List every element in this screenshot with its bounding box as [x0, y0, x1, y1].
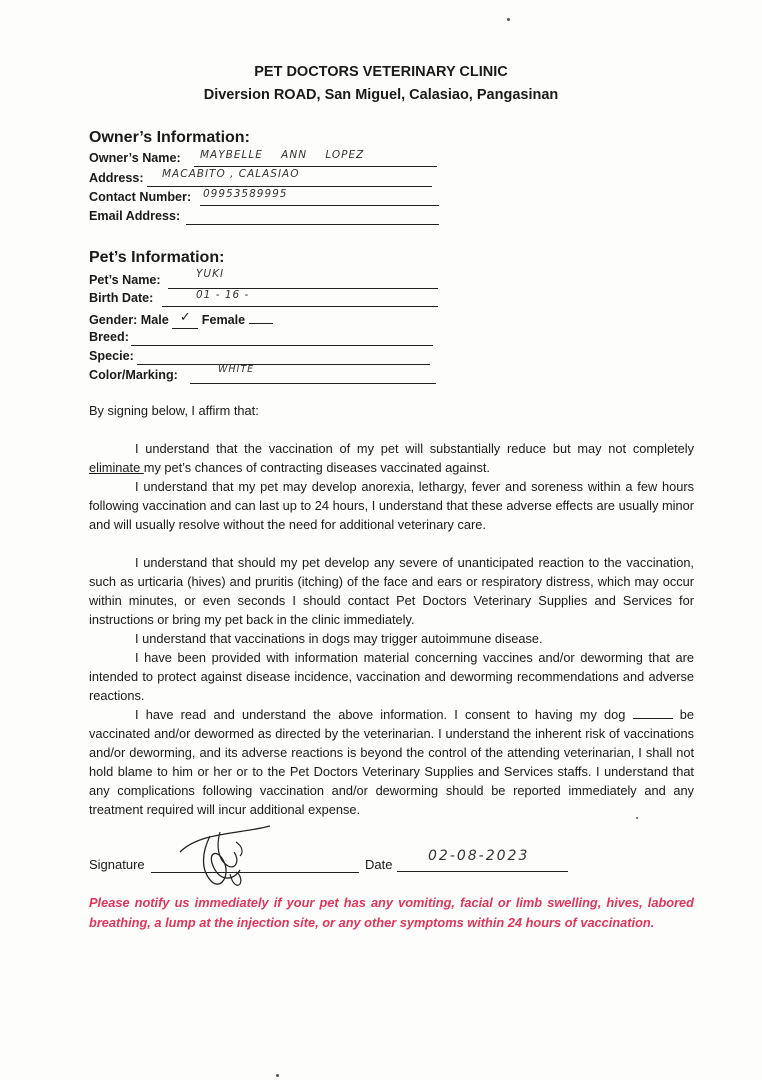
gender-female-label: Female [201, 313, 246, 327]
date-field[interactable] [397, 871, 568, 872]
consent-paragraph-2: I understand that my pet may develop anorexia, lethargy, fever and soreness within a few hours following vaccination and can last up to 24 hours, I understand that these adverse effects are usually minor and will usually resolve without the need for additional veterinary care. [89, 479, 694, 532]
pet-birth-field[interactable] [162, 306, 438, 307]
consent-paragraph-4: I understand that vaccinations in dogs may trigger autoimmune disease. [135, 631, 543, 646]
pet-name-value: YUKI [196, 268, 225, 280]
owner-contact-field[interactable] [200, 205, 439, 206]
dog-name-blank[interactable] [633, 707, 673, 719]
scan-speck [507, 18, 510, 21]
owner-address-label: Address: [89, 171, 144, 185]
pet-breed-label: Breed: [89, 330, 129, 344]
pet-birth-value: 01 - 16 - [196, 289, 250, 301]
owner-address-value: MACABITO , CALASIAO [162, 168, 300, 180]
pet-breed-field[interactable] [131, 345, 433, 346]
pet-birth-label: Birth Date: [89, 291, 154, 305]
gender-male-checkbox[interactable] [172, 309, 198, 329]
gender-female-checkbox[interactable] [249, 311, 273, 324]
date-value: 02-08-2023 [428, 848, 530, 864]
owner-contact-label: Contact Number: [89, 190, 192, 204]
owner-name-label: Owner’s Name: [89, 151, 181, 165]
consent-paragraph-5: I have been provided with information material concerning vaccines and/or deworming that are intended to protect against disease incidence, vaccination and deworming recommendations and adverse reactions. [89, 650, 694, 703]
owner-section-title: Owner’s Information: [89, 129, 250, 146]
checkmark-icon: ✓ [179, 309, 191, 324]
owner-address-field[interactable] [147, 186, 432, 187]
consent-paragraph-6: I have read and understand the above information. I consent to having my dog be vaccinated and/or dewormed as directed by the veterinarian. I understand the inherent risk of vaccinations and/or deworming, and its adverse reactions is beyond the control of the attending veterinarian, I shall not hold blame to him or her or to the Pet Doctors Veterinary Supplies and Services staffs. I understand that any complications following vaccination and/or deworming should be reported immediately and any treatment required will incur additional expense. [89, 707, 694, 817]
gender-male-label: Gender: Male [89, 313, 169, 327]
pet-name-label: Pet’s Name: [89, 273, 161, 287]
owner-name-field[interactable] [194, 166, 437, 167]
clinic-address: Diversion ROAD, San Miguel, Calasiao, Pangasinan [203, 87, 559, 103]
owner-contact-value: 09953589995 [203, 188, 288, 200]
pet-color-field[interactable] [190, 383, 436, 384]
pet-section-title: Pet’s Information: [89, 249, 225, 266]
pet-color-label: Color/Marking: [89, 368, 178, 382]
eliminate-underlined: eliminate [89, 460, 144, 475]
scan-speck [636, 817, 638, 819]
notify-notice: Please notify us immediately if your pet has any vomiting, facial or limb swelling, hives, labored breathing, a lump at the injection site, or any other symptoms within 24 hours of vaccination. [89, 895, 694, 930]
consent-paragraph-3: I understand that should my pet develop any severe of unanticipated reaction to the vaccination, such as urticaria (hives) and pruritis (itching) of the face and ears or respiratory distress, which may occur within minutes, or even seconds I should contact Pet Doctors Veterinary Supplies and Services for instructions or bring my pet back in the clinic immediately. [89, 555, 694, 627]
date-label: Date [365, 857, 393, 872]
pet-color-value: WHITE [218, 364, 255, 375]
clinic-name: PET DOCTORS VETERINARY CLINIC [254, 64, 508, 80]
scan-speck [276, 1074, 279, 1077]
owner-name-value: MAYBELLE ANN LOPEZ [200, 149, 365, 161]
owner-email-label: Email Address: [89, 209, 181, 223]
handwritten-signature [170, 822, 280, 892]
owner-email-field[interactable] [186, 224, 439, 225]
consent-intro: By signing below, I affirm that: [89, 403, 259, 418]
pet-specie-field[interactable] [137, 364, 430, 365]
pet-specie-label: Specie: [89, 349, 134, 363]
pet-gender-row [89, 311, 273, 329]
consent-paragraph-1: I understand that the vaccination of my pet will substantially reduce but may not completely eliminate my pet’s chances of contracting diseases vaccinated against. [89, 441, 694, 475]
signature-label: Signature [89, 857, 145, 872]
